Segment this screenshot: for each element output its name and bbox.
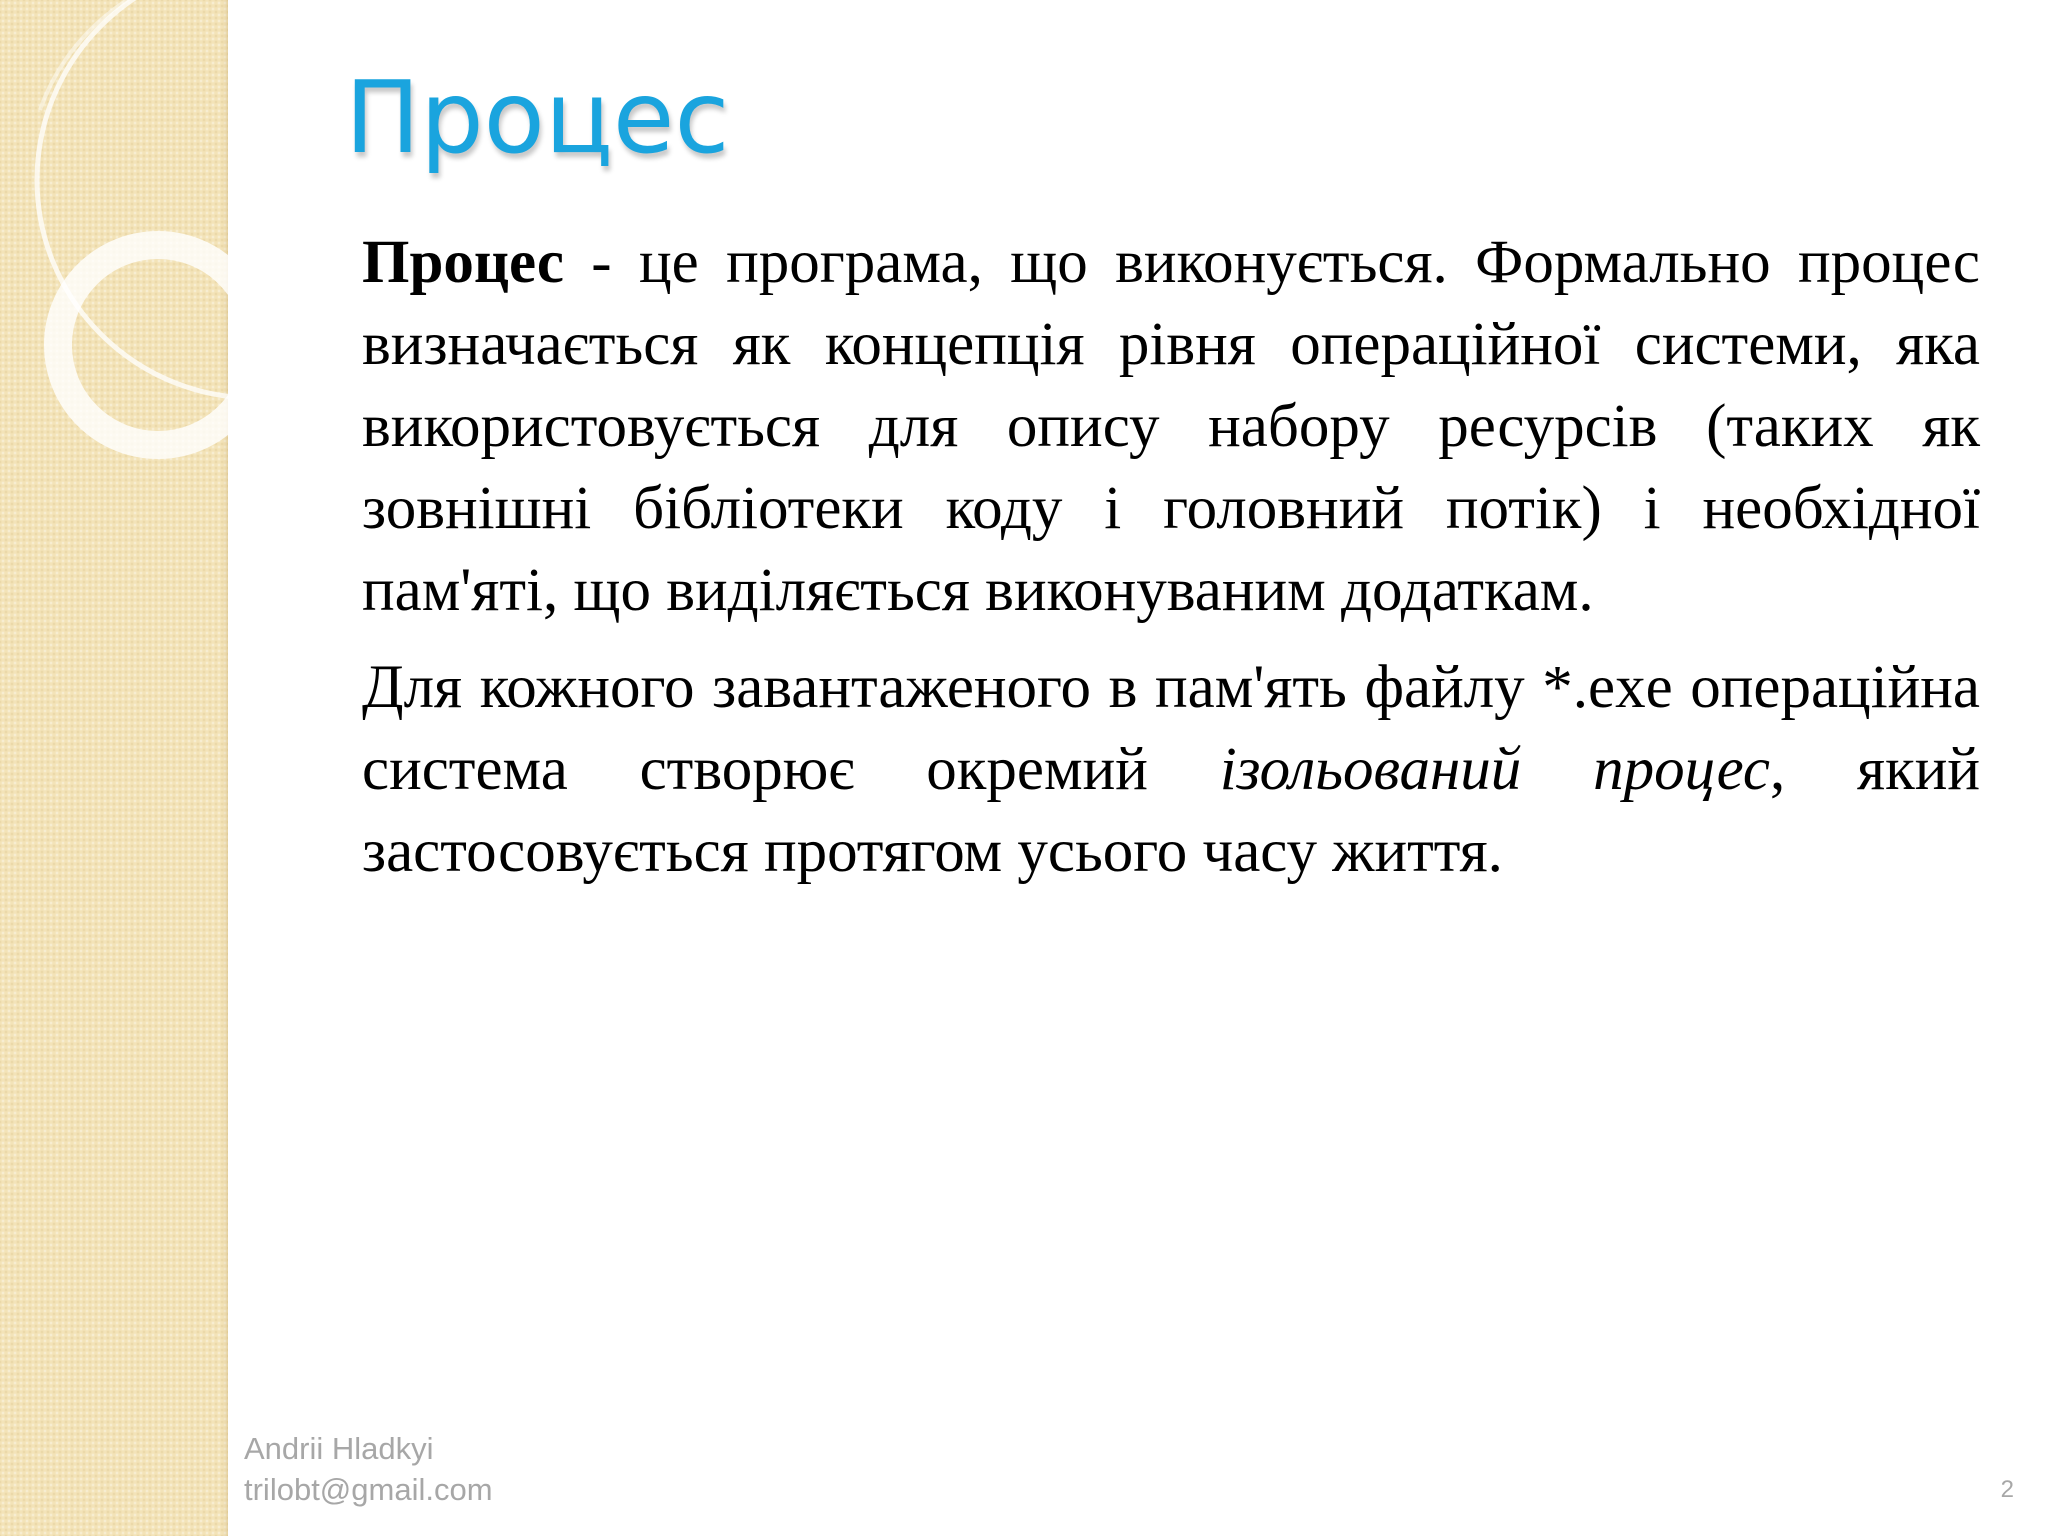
decorative-sidebar — [0, 0, 228, 1536]
footer-author-block — [244, 1428, 493, 1510]
author-email: trilobt@gmail.com — [244, 1472, 493, 1507]
paragraph-exe-process — [362, 647, 1980, 893]
sidebar-edge-shadow — [222, 0, 228, 1536]
term-process: Процес — [362, 229, 564, 296]
author-name: Andrii Hladkyi — [244, 1431, 434, 1466]
definition-text: - це програма, що виконується. Формально процес визначається як концепція рівня операційної системи, яка використовується для опису набору ресурсів (таких як зовнішні бібліотеки коду і головний потік) і необхідної пам'яті, що виділяється виконуваним додаткам. — [362, 229, 1980, 624]
slide-title: Процес — [345, 59, 730, 176]
slide-body — [362, 222, 1980, 908]
exe-text-after: , який застосовується протягом усього часу життя. — [362, 736, 1981, 885]
page-number: 2 — [2000, 1476, 2014, 1503]
paragraph-process-definition — [362, 222, 1980, 632]
exe-text-before: Для кожного завантаженого в пам'ять файлу *.exe операційна система створює окремий — [362, 654, 1980, 803]
isolated-process-term: ізольований процес — [1219, 736, 1770, 803]
